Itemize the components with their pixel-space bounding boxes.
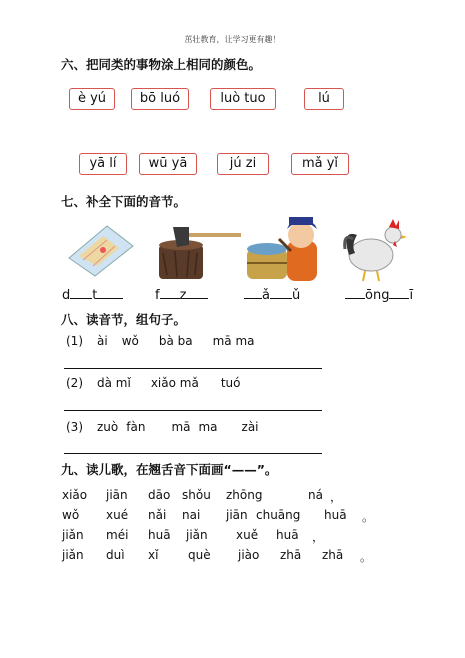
- answer-line[interactable]: [64, 410, 322, 411]
- syllable[interactable]: xǐ: [148, 548, 159, 562]
- blank-letter: ōng: [365, 288, 390, 303]
- page-header: 茁壮教育，让学习更有趣！: [184, 35, 281, 44]
- pinyin-box[interactable]: yā lí: [79, 153, 127, 175]
- syllable: zuò: [97, 420, 119, 434]
- syllable: zài: [241, 420, 259, 434]
- syllable[interactable]: xiǎo: [62, 488, 88, 502]
- punctuation: 。: [362, 510, 375, 524]
- syllable[interactable]: wǒ: [62, 508, 80, 522]
- section-8-title: 八、读音节，组句子。: [61, 312, 187, 327]
- answer-line[interactable]: [64, 368, 322, 369]
- syllable[interactable]: dāo: [148, 488, 171, 502]
- syllable[interactable]: méi: [106, 528, 129, 542]
- syllable[interactable]: zhōng: [226, 488, 263, 502]
- axe-stump-icon: [155, 223, 245, 281]
- item-number: (3): [66, 420, 83, 434]
- syllable[interactable]: ná: [308, 488, 323, 502]
- syllable[interactable]: shǒu: [182, 488, 211, 502]
- syllable[interactable]: nai: [182, 508, 201, 522]
- syllable[interactable]: què: [188, 548, 211, 562]
- blank-letter: ǎ: [262, 288, 270, 303]
- section-7-title: 七、补全下面的音节。: [61, 194, 187, 209]
- syllable[interactable]: xué: [106, 508, 129, 522]
- syllable[interactable]: jiǎn: [62, 548, 84, 562]
- syllable: tuó: [220, 376, 241, 390]
- item-number: (1): [66, 334, 83, 348]
- map-icon: [63, 220, 137, 278]
- pinyin-box[interactable]: è yú: [69, 88, 115, 110]
- syllable[interactable]: jiǎn: [186, 528, 208, 542]
- syllable[interactable]: chuāng: [256, 508, 301, 522]
- drummer-icon: [243, 213, 327, 283]
- syllable[interactable]: huā: [324, 508, 347, 522]
- blank-letter: z: [179, 288, 187, 303]
- syllable[interactable]: zhā: [322, 548, 344, 562]
- rooster-icon: [341, 215, 411, 283]
- blank-letter: ǔ: [291, 288, 301, 303]
- blank-letter: ī: [409, 288, 414, 303]
- syllable-blank-1[interactable]: [62, 287, 123, 303]
- sentence-item-2: [66, 376, 254, 390]
- syllable[interactable]: zhā: [280, 548, 302, 562]
- item-number: (2): [66, 376, 83, 390]
- syllable: bà ba: [158, 334, 193, 348]
- syllable[interactable]: huā: [276, 528, 299, 542]
- punctuation: ，: [330, 490, 343, 504]
- syllable[interactable]: xuě: [236, 528, 259, 542]
- pinyin-box[interactable]: bō luó: [131, 88, 189, 110]
- section-6-title: 六、把同类的事物涂上相同的颜色。: [61, 57, 262, 72]
- section-9-title: 九、读儿歌，在翘舌音下面画“——”。: [61, 462, 278, 477]
- syllable-blank-3[interactable]: [244, 287, 300, 303]
- syllable: fàn: [126, 420, 146, 434]
- pinyin-box[interactable]: wū yā: [139, 153, 197, 175]
- syllable[interactable]: jiān: [226, 508, 248, 522]
- syllable[interactable]: huā: [148, 528, 171, 542]
- syllable-blank-2[interactable]: [155, 287, 208, 303]
- syllable: wǒ: [121, 334, 139, 348]
- blank-letter: f: [155, 288, 160, 303]
- answer-line[interactable]: [64, 453, 322, 454]
- syllable: mā: [171, 420, 191, 434]
- pinyin-box[interactable]: jú zi: [217, 153, 269, 175]
- pinyin-box[interactable]: lú: [304, 88, 344, 110]
- syllable: ài: [97, 334, 108, 348]
- pinyin-box[interactable]: mǎ yǐ: [291, 153, 349, 175]
- syllable: dà mǐ: [97, 376, 131, 390]
- syllable[interactable]: duì: [106, 548, 125, 562]
- syllable: xiǎo mǎ: [150, 376, 199, 390]
- blank-letter: t: [92, 288, 98, 303]
- syllable: ma: [198, 420, 218, 434]
- syllable[interactable]: nǎi: [148, 508, 167, 522]
- syllable: mā ma: [212, 334, 255, 348]
- sentence-item-3: [66, 420, 273, 434]
- syllable[interactable]: jiào: [238, 548, 260, 562]
- punctuation: 。: [360, 550, 373, 564]
- punctuation: ，: [312, 530, 325, 544]
- syllable[interactable]: jiān: [106, 488, 128, 502]
- sentence-item-1: [66, 334, 269, 348]
- pinyin-box[interactable]: luò tuo: [210, 88, 276, 110]
- blank-letter: d: [62, 288, 71, 303]
- syllable[interactable]: jiǎn: [62, 528, 84, 542]
- syllable-blank-4[interactable]: [345, 287, 413, 303]
